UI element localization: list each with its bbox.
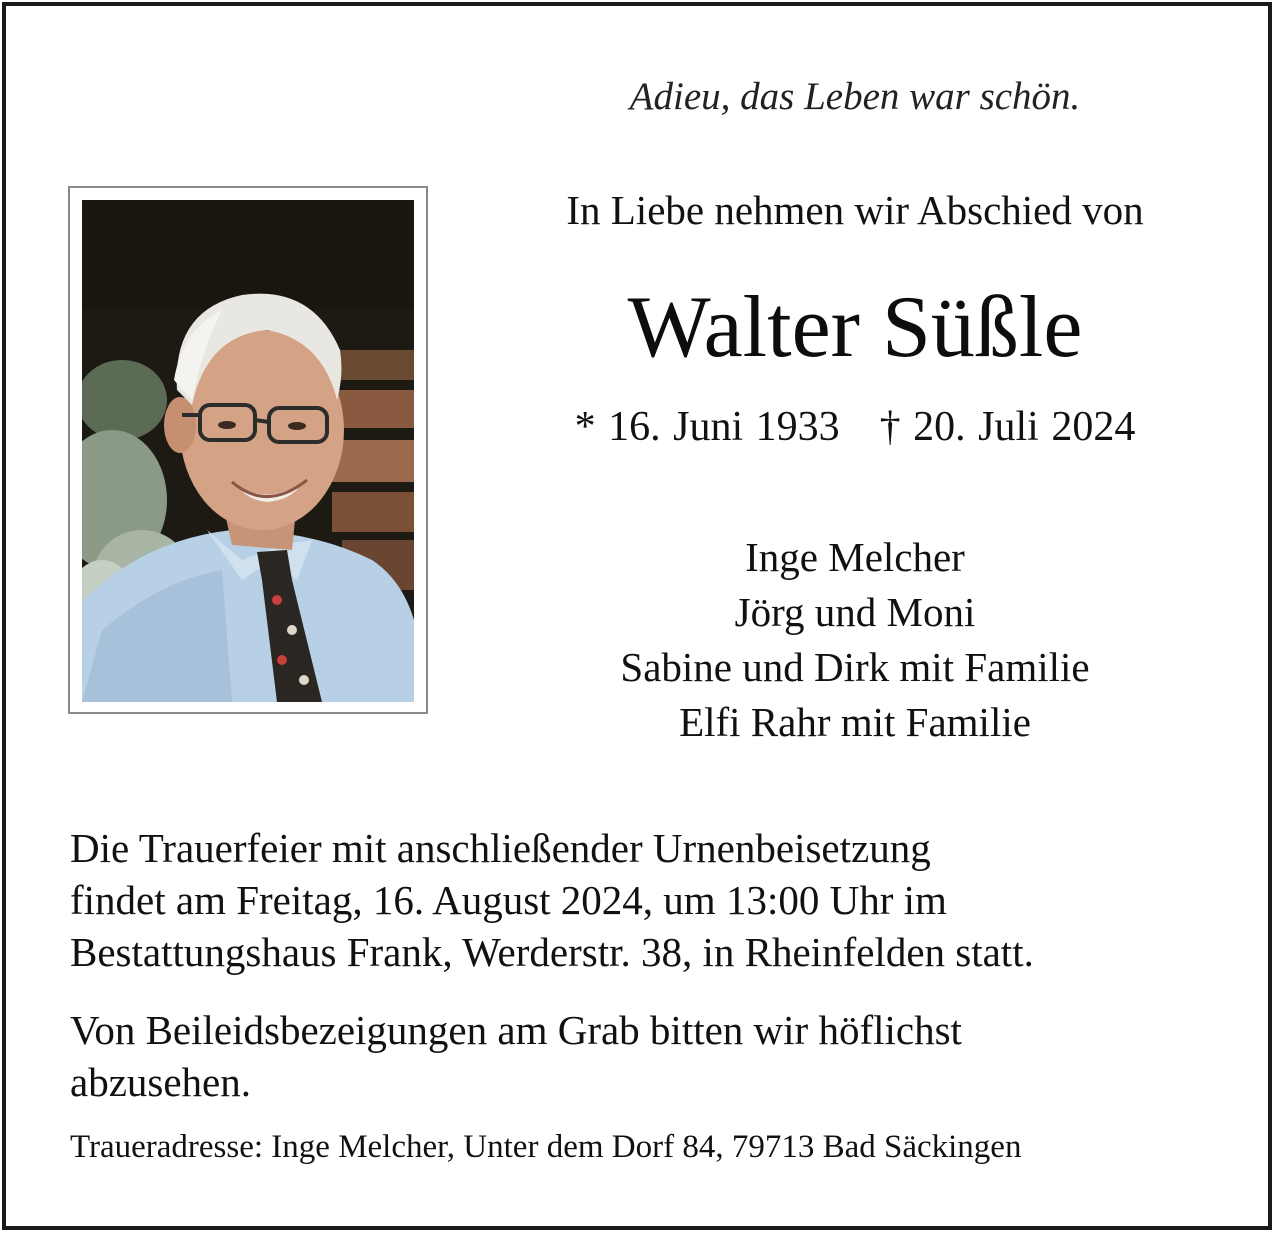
- mourning-address: Traueradresse: Inge Melcher, Unter dem Dorf 84, 79713 Bad Säckingen: [70, 1129, 1022, 1165]
- mourner-name: Inge Melcher: [745, 534, 965, 580]
- intro-line: In Liebe nehmen wir Abschied von: [566, 187, 1144, 233]
- mourner-name: Jörg und Moni: [734, 589, 976, 635]
- mourners-list: [440, 530, 1270, 750]
- condolence-line: abzusehen.: [70, 1059, 251, 1105]
- deceased-name: Walter Süßle: [627, 279, 1083, 376]
- portrait-frame: [68, 186, 428, 714]
- condolence-paragraph: [70, 1004, 1250, 1108]
- ceremony-line: Bestattungshaus Frank, Werderstr. 38, in Rheinfelden statt.: [70, 929, 1034, 975]
- birth-date: * 16. Juni 1933: [574, 404, 840, 450]
- mourner-name: Sabine und Dirk mit Familie: [620, 644, 1090, 690]
- condolence-line: Von Beileidsbezeigungen am Grab bitten wir höflichst: [70, 1007, 962, 1053]
- life-dates: [440, 402, 1270, 452]
- ceremony-paragraph: [70, 822, 1250, 978]
- death-date: † 20. Juli 2024: [879, 404, 1136, 450]
- motto: Adieu, das Leben war schön.: [629, 75, 1081, 118]
- mourner-name: Elfi Rahr mit Familie: [679, 699, 1031, 745]
- portrait-photo: [82, 200, 414, 702]
- ceremony-line: Die Trauerfeier mit anschließender Urnenbeisetzung: [70, 825, 931, 871]
- ceremony-line: findet am Freitag, 16. August 2024, um 13:00 Uhr im: [70, 877, 947, 923]
